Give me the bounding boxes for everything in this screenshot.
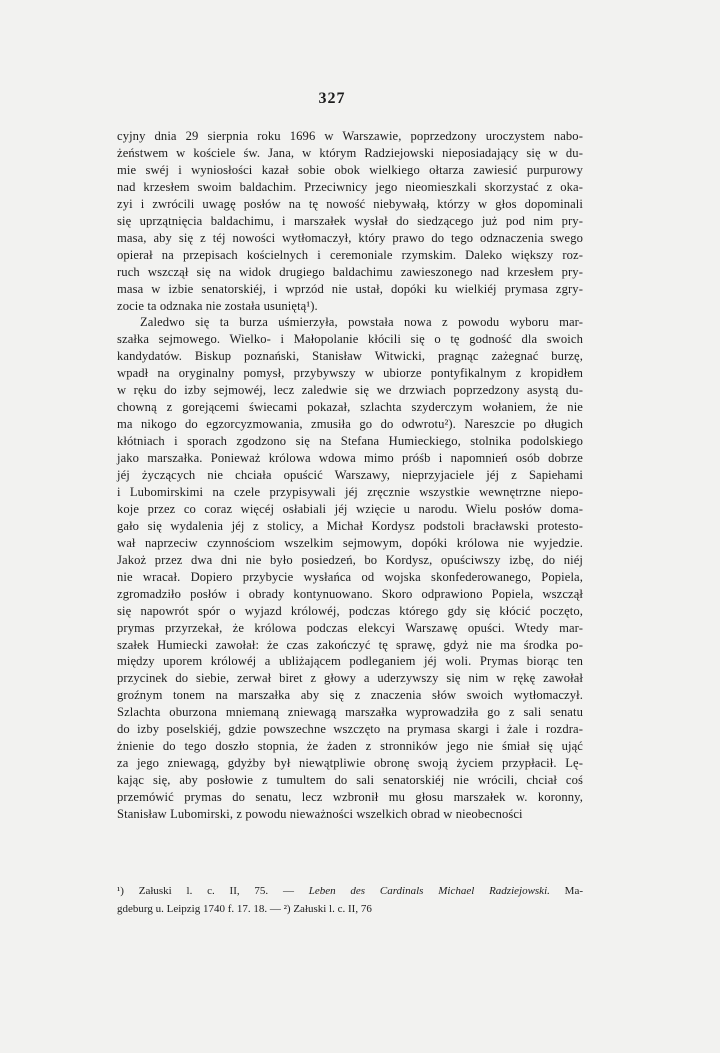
text-line: groźnym tonem na marszałka aby się z znaczenia słów swoich wytłomaczył. xyxy=(117,688,583,703)
text-line: nad krzesłem swoim baldachim. Przeciwnicy jego nieomieszkali skorzystać z oka- xyxy=(117,179,583,194)
text-line: cyjny dnia 29 sierpnia roku 1696 w Warszawie, poprzedzony uroczystem nabo- xyxy=(117,129,583,143)
text-line: zgromadziło posłów i obrady kontynuowano. Skoro odprawiono Popiela, wszczął xyxy=(117,586,583,601)
text-line: masa, aby się z téj nowości wytłomaczył, który prawo do tego odznaczenia swego xyxy=(117,230,583,245)
text-line: koje przez co coraz więcéj osłabiali jéj wzięcie u narodu. Wielu posłów doma- xyxy=(117,501,583,516)
text-line: za jego zniewagą, gdyżby był niewątpliwie obronę swoją życiem przypłacił. Lę- xyxy=(117,756,583,771)
text-line: kandydatów. Biskup poznański, Stanisław Witwicki, pragnąc zażegnać burzę, xyxy=(117,349,583,364)
footnote-line xyxy=(117,884,583,899)
text-line: się uprzątnięcia baldachimu, i marszałek wysłał do siedzącego już pod nim pry- xyxy=(117,213,583,228)
text-line: kając się, aby posłowie z tumultem do sali senatorskiéj nie wrócili, chciał coś xyxy=(117,773,583,788)
text-line: masa w izbie senatorskiéj, i wprzód nie ustał, dopóki ku wielkiéj prymasa zgry- xyxy=(117,281,583,296)
footnote-text: ¹) Załuski l. c. II, 75. — xyxy=(117,885,309,897)
text-line: mie swéj i wyniosłości kazał sobie obok wielkiego ołtarza zawiesić purpurowy xyxy=(117,162,583,177)
footnote-line: gdeburg u. Leipzig 1740 f. 17. 18. — ²) Załuski l. c. II, 76 xyxy=(117,903,372,915)
text-line: chowną z gorejącemi świecami pokazał, szlachta szyderczym wołaniem, że nie xyxy=(117,400,583,415)
text-line: przemówić prymas do senatu, lecz wzbronił mu głosu marszałek w. koronny, xyxy=(117,790,583,805)
text-line: szałka sejmowego. Wielko- i Małopolanie kłócili się o tę godność dla swoich xyxy=(117,332,583,347)
text-line: Stanisław Lubomirski, z powodu nieważności wszelkich obrad w nieobecności xyxy=(117,807,523,821)
text-line: Szlachta oburzona mniemaną zniewagą marszałka wyprowadziła go z sali senatu xyxy=(117,705,583,720)
text-line: w ręku do izby sejmowéj, lecz zaledwie się we drzwiach poprzedzony asystą du- xyxy=(117,383,583,398)
footnote-book-title: Leben des Cardinals Michael Radziejowski. xyxy=(308,885,550,897)
text-line: gało się wydalenia jéj z stolicy, a Michał Kordysz podstoli bracławski protesto- xyxy=(117,518,583,533)
text-line: kłótniach i sporach zgodzono się na Stefana Humieckiego, stolnika podolskiego xyxy=(117,434,583,449)
text-line: wpadł na oryginalny pomysł, przybywszy w ubiorze pontyfikalnym z kropidłem xyxy=(117,366,583,381)
text-line: zocie ta odznaka nie została usuniętą¹). xyxy=(117,298,318,313)
footnote-text: Ma- xyxy=(549,885,583,897)
text-line: przycinek do siebie, zerwał biret z głowy a uderzywszy się nim w rękę zawołał xyxy=(117,671,583,686)
text-line: prymas przyrzekał, że królowa podczas elekcyi Warszawę opuści. Wtedy mar- xyxy=(117,620,583,635)
text-line: wał naprzeciw czynnościom wszelkim sejmowym, dopóki królowa nie wyjedzie. xyxy=(117,535,583,550)
page-number: 327 xyxy=(318,90,346,107)
text-line: między uporem królowéj a ubliżającem podleganiem jéj woli. Prymas biorąc ten xyxy=(117,654,583,669)
text-line: żeństwem w kościele św. Jana, w którym Radziejowski nieposiadający się w du- xyxy=(117,145,583,160)
text-line: nie wracał. Dopiero przybycie wysłańca od wojska skonfederowanego, Popiela, xyxy=(117,569,583,584)
text-line: się napowrót spór o wyjazd królowéj, podczas którego gdy się kłócić poczęto, xyxy=(117,603,583,618)
text-line: ma nikogo do egzorcyzmowania, zmusiła go do odwrotu²). Nareszcie po długich xyxy=(117,417,583,432)
text-line: zyi i zwrócili uwagę posłów na tę nowość niebywałą, którzy w głos dopominali xyxy=(117,196,583,211)
text-line: żnienie do tego doszło stopnia, że żaden z stronników jego nie śmiał się ująć xyxy=(117,739,583,754)
text-line: i Lubomirskimi na czele przypisywali jéj zręcznie wszystkie wewnętrzne niepo- xyxy=(117,484,583,499)
text-line: jéj życzących nie chciała opuścić Warszawy, nieprzyjaciele jéj z Sapiehami xyxy=(117,468,583,482)
text-line: opierał na przepisach kościelnych i ceremoniale rzymskim. Daleko większy roz- xyxy=(117,247,583,262)
text-line: Zaledwo się ta burza uśmierzyła, powstała nowa z powodu wyboru mar- xyxy=(140,315,583,330)
text-line: Jakoż przez dwa dni nie było posiedzeń, bo Kordysz, opuściwszy izbę, do niéj xyxy=(117,552,583,567)
text-line: ruch wszczął się na widok drugiego baldachimu zawieszonego nad krzesłem pry- xyxy=(117,264,583,279)
text-line: jako marszałka. Ponieważ królowa wdowa mimo próśb i napomnień osób dobrze xyxy=(117,451,583,466)
text-line: szałek Humiecki zawołał: że czas zakończyć tę sprawę, gdyż nie ma środka po- xyxy=(117,637,583,652)
text-line: do izby poselskiéj, gdzie powszechne wszczęto na prymasa skargi i żale i rozdra- xyxy=(117,722,583,737)
